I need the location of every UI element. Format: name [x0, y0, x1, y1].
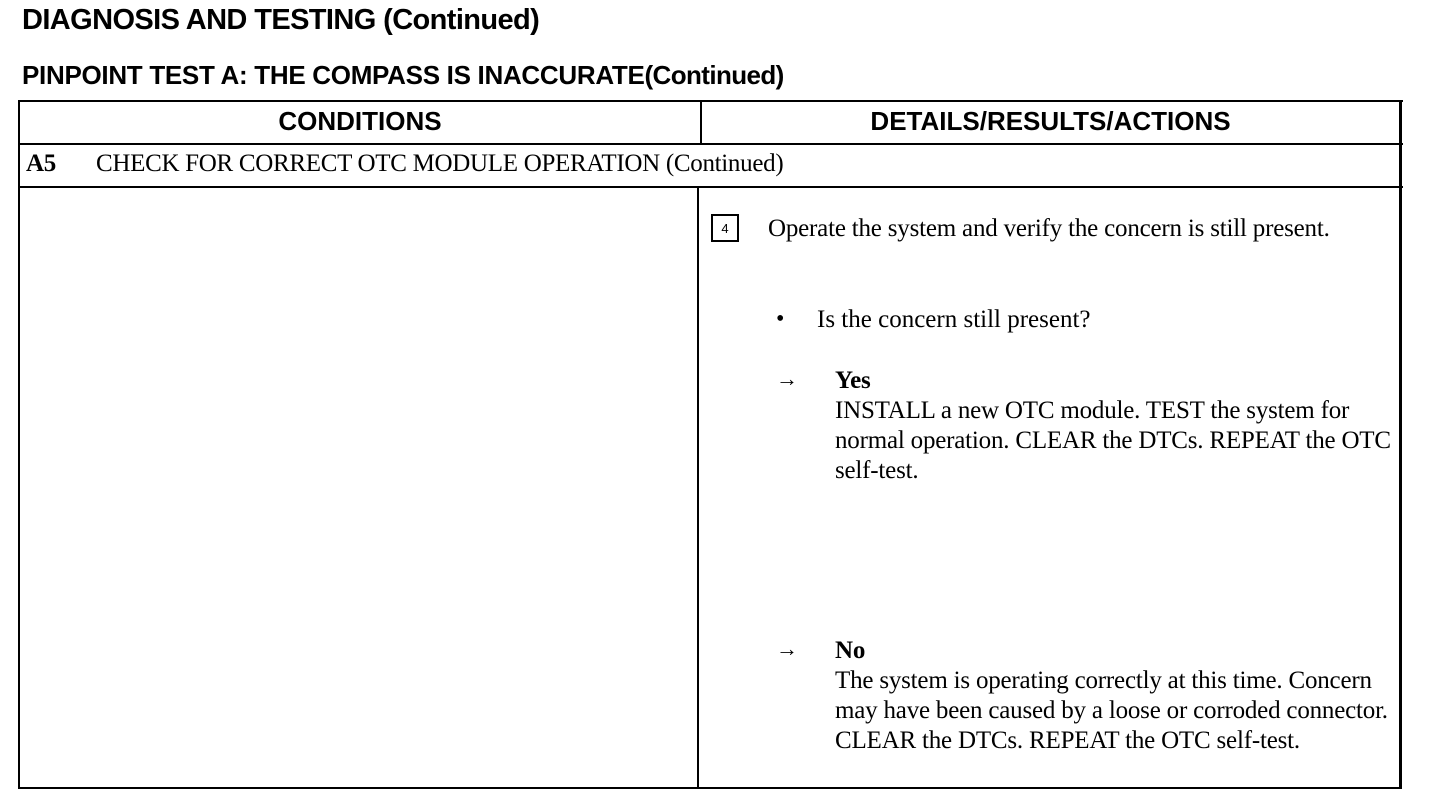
pinpoint-test-heading — [22, 60, 784, 91]
bullet-symbol: • — [776, 306, 785, 332]
pinpoint-test-suffix: (Continued) — [644, 60, 784, 90]
step-title: CHECK FOR CORRECT OTC MODULE OPERATION — [96, 150, 660, 177]
yes-arrow-icon: → — [776, 366, 798, 391]
step-id: A5 — [26, 150, 56, 177]
header-bottom-border — [18, 143, 1403, 145]
no-arrow-icon: → — [776, 636, 798, 661]
no-result — [835, 636, 1395, 756]
test-question: Is the concern still present? — [817, 306, 1091, 333]
step-row — [26, 150, 783, 178]
step-suffix: (Continued) — [665, 150, 784, 177]
details-column-header: DETAILS/RESULTS/ACTIONS — [870, 106, 1231, 136]
no-label: No — [835, 637, 866, 664]
pinpoint-test-title: PINPOINT TEST A: THE COMPASS IS INACCURATE — [22, 60, 645, 90]
page-heading: DIAGNOSIS AND TESTING (Continued) — [22, 4, 540, 36]
table-right-border — [1399, 100, 1402, 789]
yes-action-text: INSTALL a new OTC module. TEST the system for normal operation. CLEAR the DTCs. REPEAT the OTC self-test. — [835, 397, 1391, 484]
substep-instruction: Operate the system and verify the concern is still present. — [768, 215, 1330, 242]
table-top-border — [18, 100, 1403, 102]
no-action-text: The system is operating correctly at this time. Concern may have been caused by a loose or corroded connector. CLEAR the DTCs. REPEAT the OTC self-test. — [835, 667, 1388, 754]
table-bottom-border — [18, 787, 1401, 789]
substep-number-box: 4 — [711, 214, 739, 242]
conditions-column-header: CONDITIONS — [278, 106, 442, 136]
step-row-bottom-border — [18, 186, 1403, 188]
table-left-border — [18, 100, 20, 789]
body-column-divider — [697, 186, 699, 789]
yes-label: Yes — [835, 367, 871, 394]
yes-result — [835, 366, 1395, 486]
